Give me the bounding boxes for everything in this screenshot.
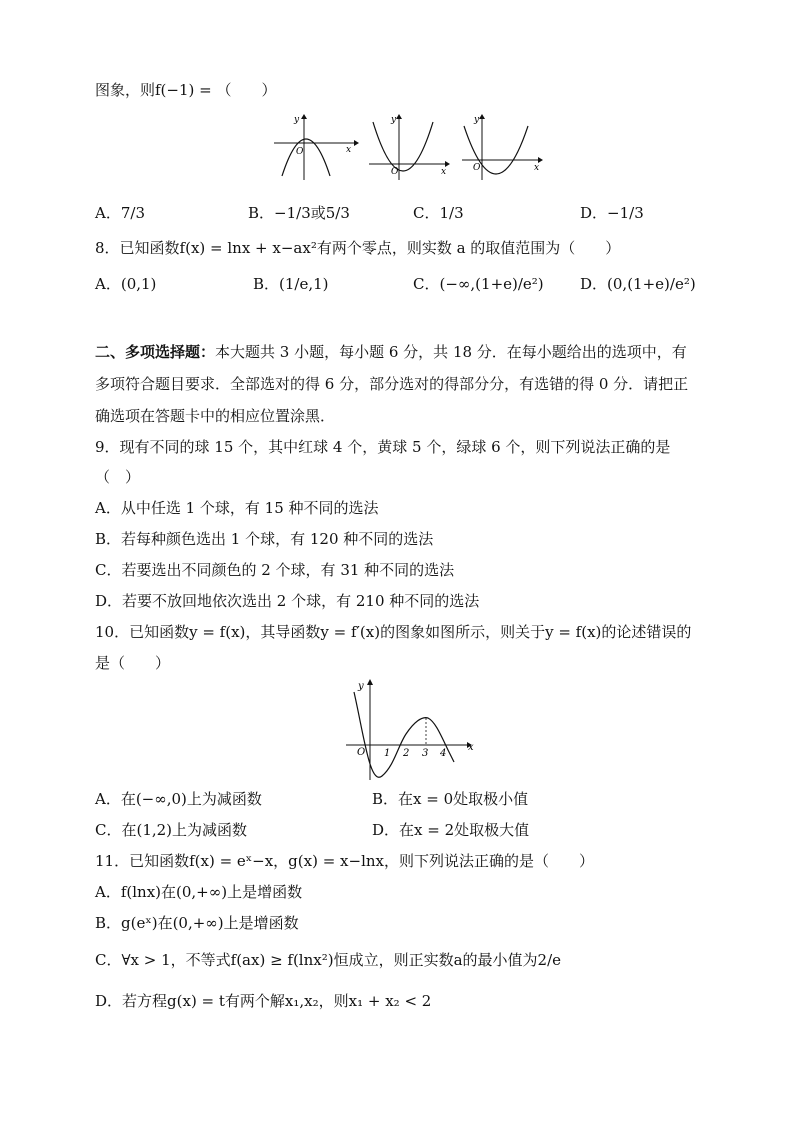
svg-text:O: O: [473, 163, 481, 173]
svg-text:x: x: [534, 163, 540, 173]
q9-option-d: D．若要不放回地依次选出 2 个球，有 210 种不同的选法: [95, 592, 480, 610]
svg-text:3: 3: [422, 748, 429, 759]
q9-option-a: A．从中任选 1 个球，有 15 种不同的选法: [95, 499, 379, 517]
svg-text:1: 1: [384, 748, 391, 759]
q10-option-b: B．在x = 0处取极小值: [372, 790, 529, 808]
svg-text:y: y: [358, 681, 364, 692]
svg-text:2: 2: [403, 748, 410, 759]
q8-option-d: D．(0,(1+e)/e²): [580, 275, 696, 293]
q7-graph-3: [458, 112, 548, 182]
svg-text:y: y: [294, 115, 300, 125]
q11-stem: 11．已知函数f(x) = eˣ−x，g(x) = x−lnx，则下列说法正确的是（ ）: [95, 852, 594, 870]
q9-option-b: B．若每种颜色选出 1 个球，有 120 种不同的选法: [95, 530, 434, 548]
svg-text:y: y: [391, 115, 397, 125]
q10-option-c: C．在(1,2)上为减函数: [95, 821, 248, 839]
q10-option-a: A．在(−∞,0)上为减函数: [95, 790, 262, 808]
svg-text:y: y: [474, 115, 480, 125]
q9-stem: 9．现有不同的球 15 个，其中红球 4 个，黄球 5 个，绿球 6 个，则下列说法正确的是: [95, 438, 671, 456]
q11-option-b: B．g(eˣ)在(0,+∞)上是增函数: [95, 914, 299, 932]
section2-line3: 确选项在答题卡中的相应位置涂黑．: [95, 407, 336, 425]
svg-text:x: x: [346, 145, 352, 155]
q9-stem-paren: （ ）: [95, 468, 141, 486]
q11-option-d: D．若方程g(x) = t有两个解x₁,x₂，则x₁ + x₂ < 2: [95, 992, 432, 1010]
q8-option-b: B．(1/e,1): [253, 275, 329, 293]
section2-line2: 多项符合题目要求．全部选对的得 6 分，部分选对的得部分分，有选错的得 0 分．请把正: [95, 375, 689, 393]
q10-stem-cont: 是（ ）: [95, 654, 171, 672]
section2-line1: 二、多项选择题：本大题共 3 小题，每小题 6 分，共 18 分．在每小题给出的选项中，有: [95, 343, 687, 361]
q10-option-d: D．在x = 2处取极大值: [372, 821, 530, 839]
section2-title: 二、多项选择题：: [95, 343, 216, 361]
q8-option-c: C．(−∞,(1+e)/e²): [413, 275, 544, 293]
svg-text:x: x: [468, 742, 474, 753]
q7-option-d: D．−1/3: [580, 204, 644, 222]
q7-option-b: B．−1/3或5/3: [248, 204, 350, 222]
svg-text:4: 4: [440, 748, 447, 759]
svg-text:O: O: [357, 747, 366, 758]
svg-text:O: O: [296, 147, 304, 157]
q7-graph-2: [365, 112, 455, 182]
q10-stem: 10．已知函数y = f(x)，其导函数y = f′(x)的图象如图所示，则关于y = f(x)的论述错误的: [95, 623, 692, 641]
q7-option-a: A．7/3: [95, 204, 145, 222]
q7-graph-1: [270, 112, 360, 182]
q10-derivative-graph: [340, 676, 480, 781]
q11-option-c: C．∀x > 1，不等式f(ax) ≥ f(lnx²)恒成立，则正实数a的最小值为2/e: [95, 951, 562, 969]
q8-stem: 8．已知函数f(x) = lnx + x−ax²有两个零点，则实数 a 的取值范围为（ ）: [95, 239, 621, 257]
svg-text:O: O: [391, 167, 399, 177]
q8-option-a: A．(0,1): [95, 275, 157, 293]
q7-option-c: C．1/3: [413, 204, 464, 222]
q7-tail: 图象，则f(−1) = （ ）: [95, 81, 277, 99]
q9-option-c: C．若要选出不同颜色的 2 个球，有 31 种不同的选法: [95, 561, 455, 579]
svg-text:x: x: [441, 167, 447, 177]
q11-option-a: A．f(lnx)在(0,+∞)上是增函数: [95, 883, 303, 901]
